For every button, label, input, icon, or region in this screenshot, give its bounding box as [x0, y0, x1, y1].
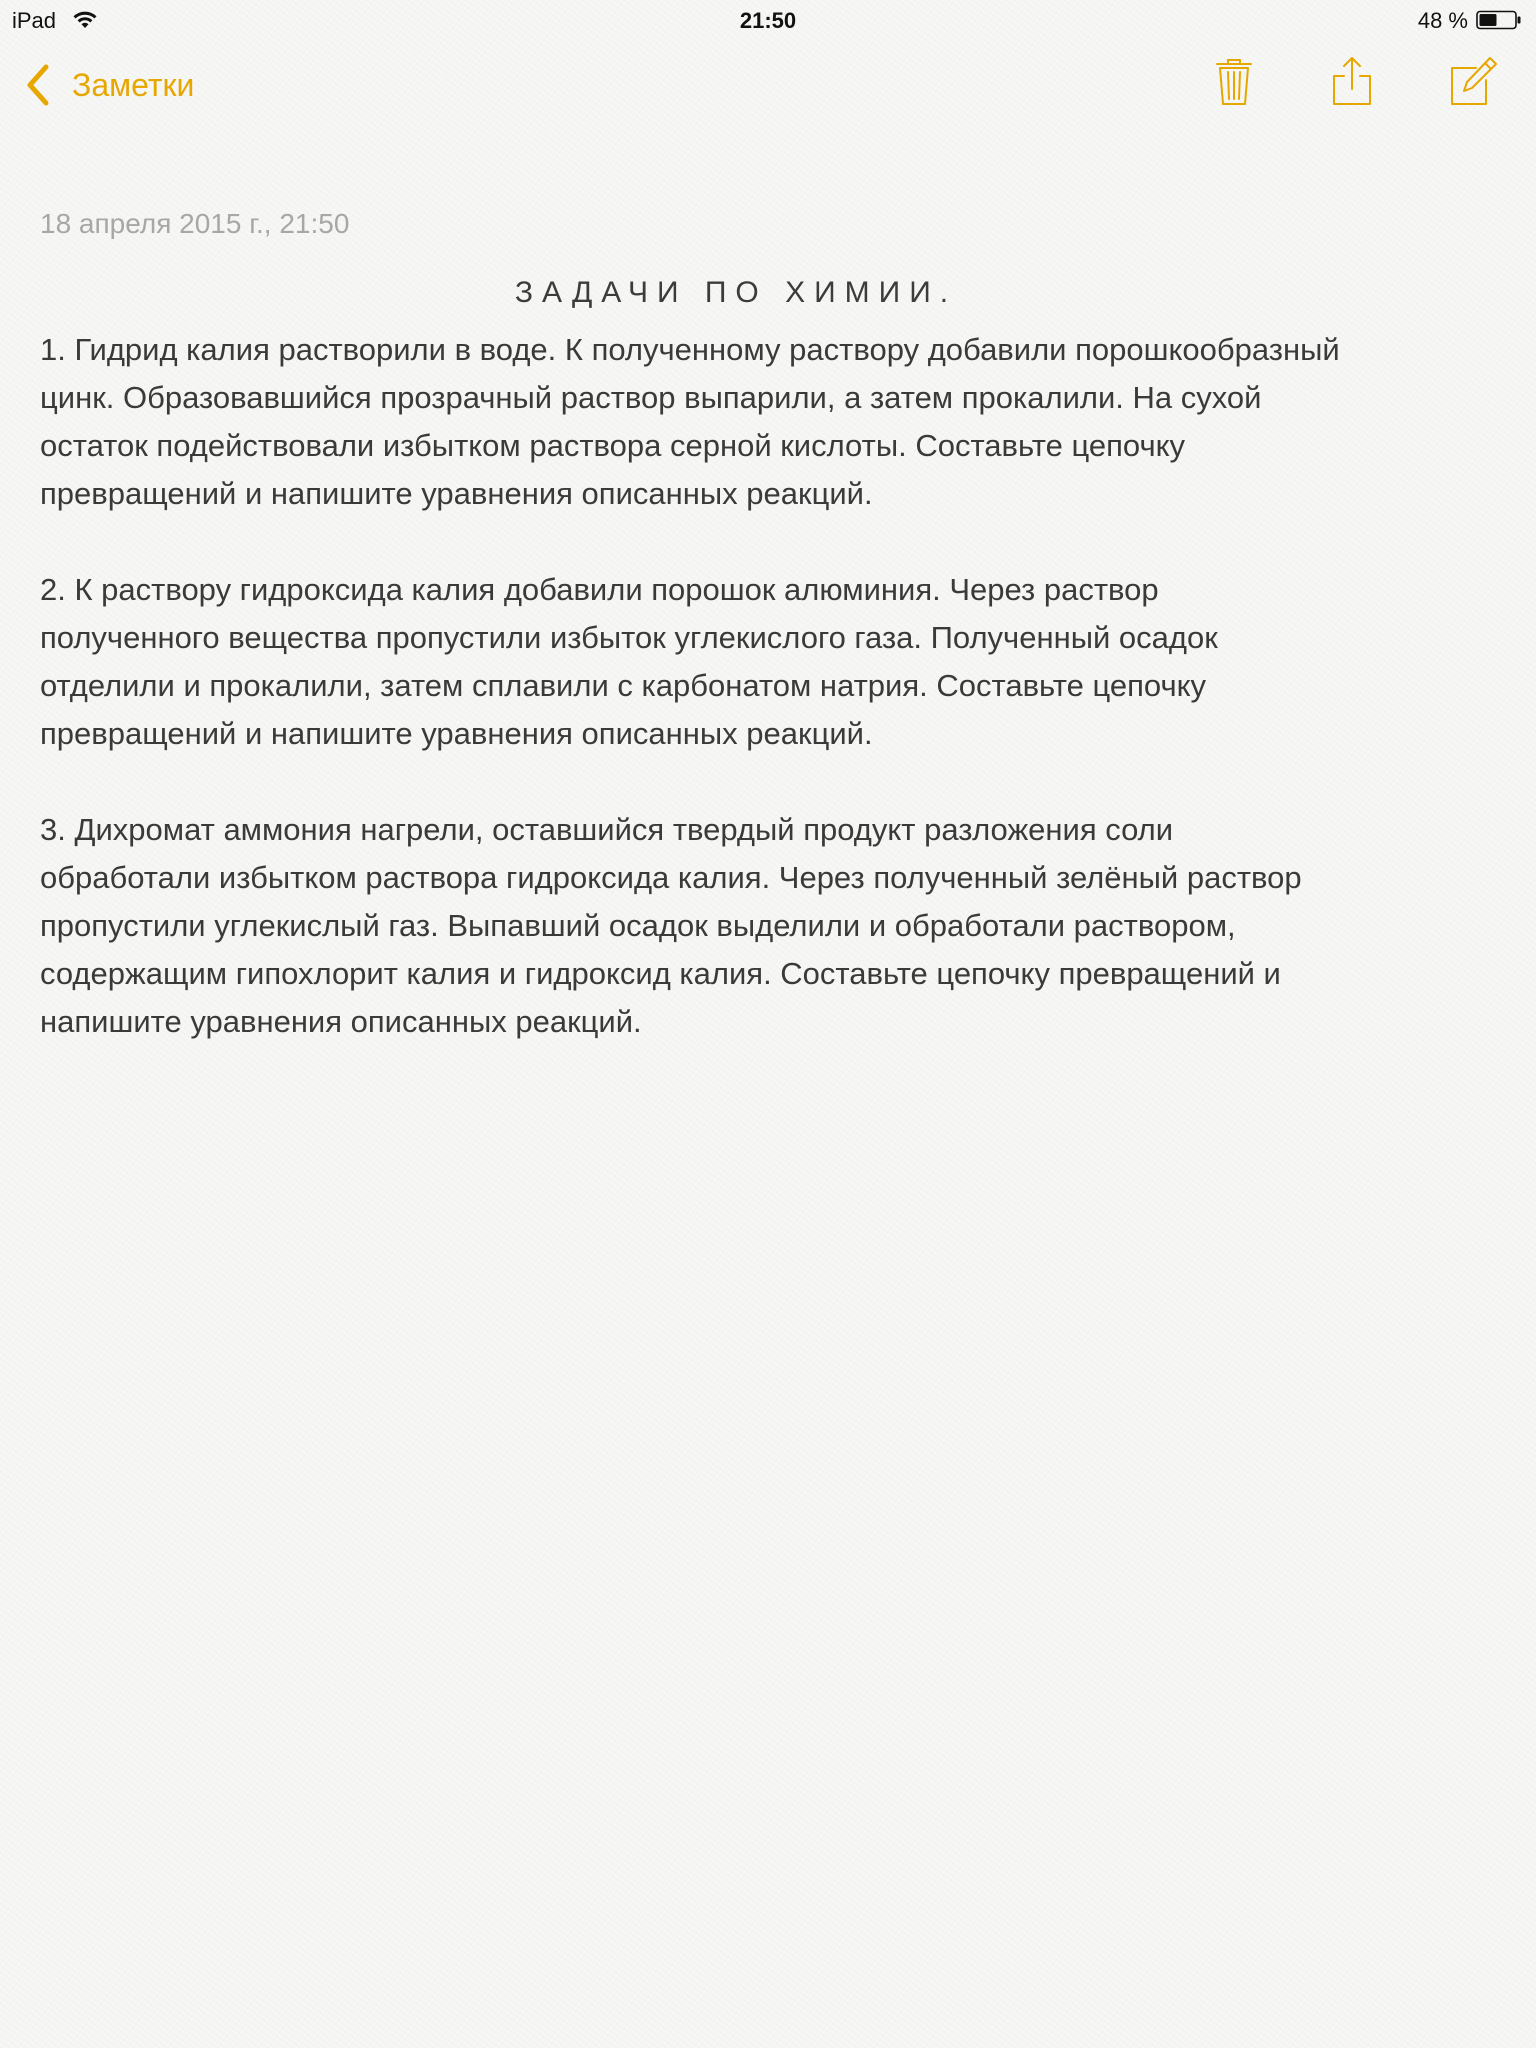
- status-device-name: iPad: [12, 8, 57, 33]
- note-paragraph-1: [40, 326, 1510, 518]
- note-paragraph-2: [40, 566, 1510, 758]
- note-line: напишите уравнения описанных реакций.: [40, 1004, 642, 1039]
- back-to-notes-button[interactable]: [24, 60, 194, 110]
- note-line: цинк. Образовавшийся прозрачный раствор выпарили, а затем прокалили. На сухой: [40, 380, 1262, 415]
- status-bar: [0, 0, 1536, 40]
- note-paragraph-3: [40, 806, 1510, 1046]
- note-line: пропустили углекислый газ. Выпавший осадок выделили и обработали раствором,: [40, 908, 1236, 943]
- note-line: содержащим гипохлорит калия и гидроксид калия. Составьте цепочку превращений и: [40, 956, 1281, 991]
- note-line: отделили и прокалили, затем сплавили с карбонатом натрия. Составьте цепочку: [40, 668, 1207, 703]
- note-line: 3. Дихромат аммония нагрели, оставшийся твердый продукт разложения соли: [40, 812, 1174, 847]
- note-date: 18 апреля 2015 г., 21:50: [40, 208, 350, 239]
- note-line: обработали избытком раствора гидроксида калия. Через полученный зелёный раствор: [40, 860, 1302, 895]
- back-button-label: Заметки: [72, 66, 195, 103]
- note-line: превращений и напишите уравнения описанных реакций.: [40, 716, 873, 751]
- note-body[interactable]: [40, 326, 1510, 1094]
- note-line: 2. К раствору гидроксида калия добавили порошок алюминия. Через раствор: [40, 572, 1159, 607]
- note-line: 1. Гидрид калия растворили в воде. К полученному раствору добавили порошкообразный: [40, 332, 1340, 367]
- note-line: превращений и напишите уравнения описанных реакций.: [40, 476, 873, 511]
- share-icon[interactable]: [1324, 52, 1380, 112]
- battery-percentage: 48 %: [1417, 8, 1468, 33]
- note-line: остаток подействовали избытком раствора серной кислоты. Составьте цепочку: [40, 428, 1186, 463]
- trash-icon[interactable]: [1206, 52, 1262, 112]
- status-time: 21:50: [739, 8, 797, 33]
- compose-icon[interactable]: [1444, 52, 1500, 112]
- note-line: полученного вещества пропустили избыток углекислого газа. Полученный осадок: [40, 620, 1218, 655]
- chevron-left-icon: [24, 63, 52, 107]
- battery-icon: [1476, 10, 1522, 30]
- note-title: ЗАДАЧИ ПО ХИМИИ.: [514, 276, 958, 309]
